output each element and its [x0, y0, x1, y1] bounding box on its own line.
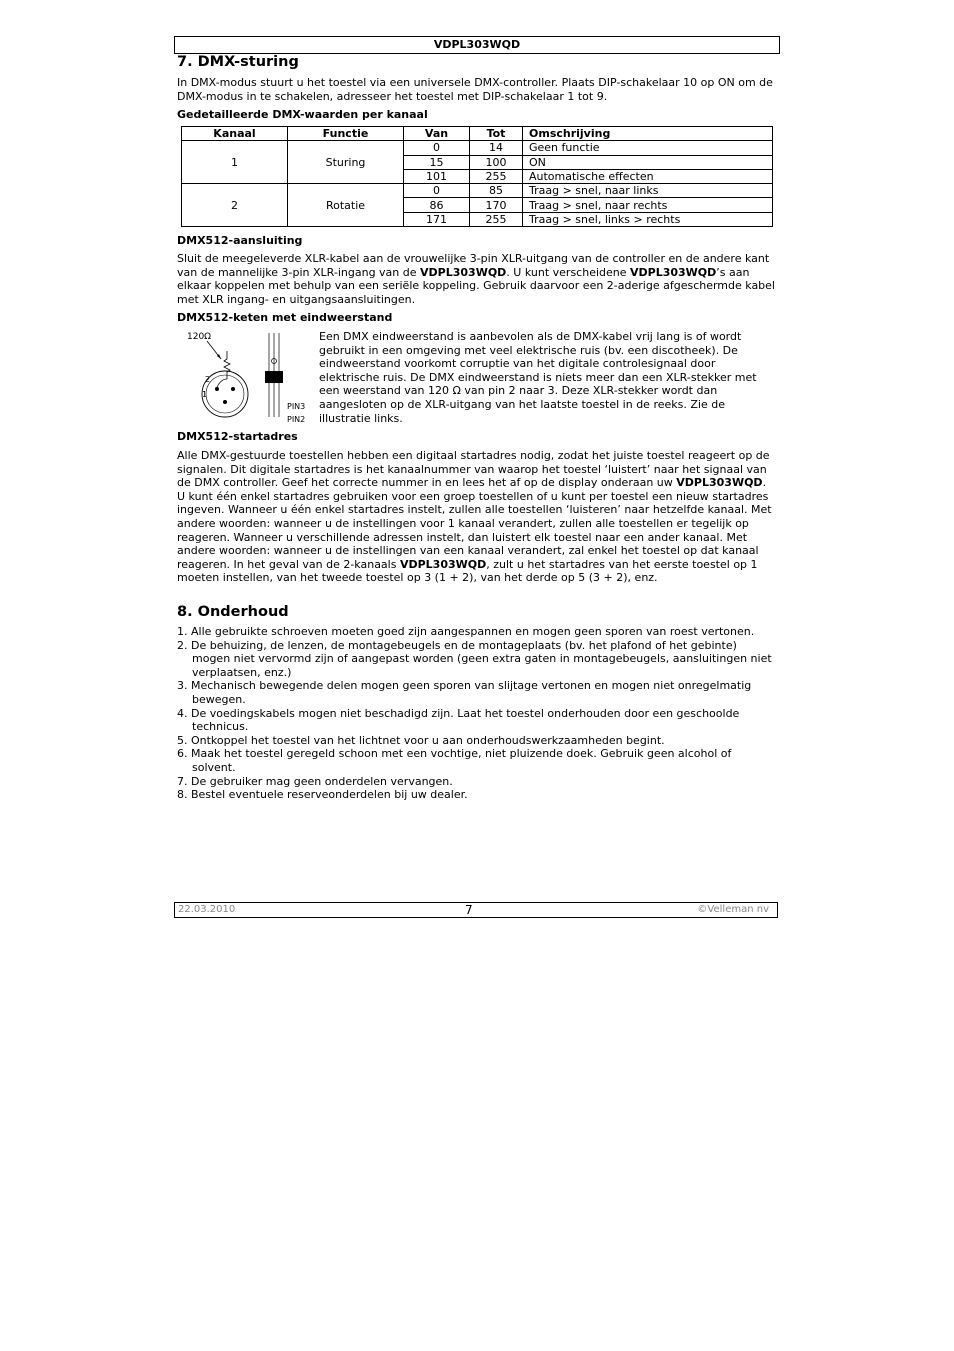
pin3-label: PIN3	[287, 402, 306, 411]
cell-kanaal: 2	[182, 184, 288, 227]
maintenance-list	[177, 625, 775, 802]
aansluiting-part-1: Sluit de meegeleverde XLR-kabel aan de vrouwelijke 3-pin XLR-uitgang van de controller en de andere kant van de mannelijke 3-pin XLR-ingang van de	[177, 252, 770, 279]
footer-date: 22.03.2010	[178, 904, 236, 915]
cell-functie: Rotatie	[288, 184, 404, 227]
section-7-title: 7. DMX-sturing	[177, 54, 299, 70]
table-row	[182, 184, 773, 198]
cell-kanaal: 1	[182, 141, 288, 184]
model-name: VDPL303WQD	[420, 265, 507, 279]
model-name: VDPL303WQD	[630, 265, 717, 279]
cell-omschrijving: Geen functie	[523, 141, 773, 155]
th-tot: Tot	[470, 127, 523, 141]
cell-omschrijving: Automatische effecten	[523, 169, 773, 183]
page-header	[174, 36, 780, 54]
section-8-title: 8. Onderhoud	[177, 604, 289, 620]
pin1-number: 1	[202, 390, 208, 399]
cell-tot: 170	[470, 198, 523, 212]
list-item: 6. Maak het toestel geregeld schoon met een vochtige, niet pluizende doek. Gebruik geen alcohol of solvent.	[177, 747, 732, 774]
th-omschrijving: Omschrijving	[523, 127, 773, 141]
cell-van: 86	[404, 198, 470, 212]
cell-van: 0	[404, 141, 470, 155]
list-item: 1. Alle gebruikte schroeven moeten goed zijn aangespannen en mogen geen sporen van roest vertonen.	[177, 625, 755, 638]
aansluiting-text	[177, 252, 775, 306]
cell-omschrijving: Traag > snel, naar links	[523, 184, 773, 198]
table-header-row	[182, 127, 773, 141]
startadres-text	[177, 449, 775, 585]
list-item: 7. De gebruiker mag geen onderdelen vervangen.	[177, 774, 453, 788]
table-title: Gedetailleerde DMX-waarden per kanaal	[177, 108, 428, 121]
keten-text: Een DMX eindweerstand is aanbevolen als de DMX-kabel vrij lang is of wordt gebruikt in een omgeving met veel elektrische ruis (bv. een discotheek). De eindweerstand voorkomt corruptie van het digitale controlesignaal door elektrische ruis. De DMX eindweerstand is niets meer dan een XLR-stekker met een weerstand van 120 Ω van pin 2 naar 3. Deze XLR-stekker wordt dan aangesloten op de XLR-uitgang van het laatste toestel in de reeks. Zie de illustratie links.	[319, 330, 757, 425]
keten-title: DMX512-keten met eindweerstand	[177, 311, 393, 324]
model-name: VDPL303WQD	[399, 557, 487, 571]
cell-omschrijving: Traag > snel, links > rechts	[523, 212, 773, 226]
pin2-label: PIN2	[287, 415, 306, 424]
startadres-part-1: Alle DMX-gestuurde toestellen hebben een digitaal startadres nodig, zodat het juiste toestel reageert op de signalen. Dit digitale startadres is het kanaalnummer van waarop het toestel ‘luistert’ naar het signaal van de DMX controller. Geef het correcte nummer in en lees het af op de display onderaan uw	[177, 449, 770, 490]
list-item: 2. De behuizing, de lenzen, de montagebeugels en de montageplaats (bv. het plafond of het gebinte) mogen niet vervormd zijn of aangepast worden (geen extra gaten in montagebeugels, aansluitingen niet verplaatsen, enz.)	[177, 638, 772, 679]
cell-van: 0	[404, 184, 470, 198]
th-functie: Functie	[288, 127, 404, 141]
page-footer	[174, 902, 778, 918]
footer-copyright: ©Velleman nv	[697, 904, 769, 915]
cell-tot: 85	[470, 184, 523, 198]
cell-van: 171	[404, 212, 470, 226]
page-number: 7	[465, 903, 473, 917]
startadres-part-2: . U kunt één enkel startadres gebruiken voor een groep toestellen of u kunt per toestel een nieuw startadres ingeven. Wanneer u één enkel startadres instelt, zullen alle toestellen ‘luisteren’ naar hetzelfde kanaal. Met andere woorden: wanneer u de instellingen voor 1 kanaal verandert, zullen alle toestellen er tegelijk op reageren. Wanneer u verschillende adressen instelt, dan luistert elk toestel naar een ander kanaal. Met andere woorden: wanneer u de instellingen van een kanaal verandert, zal enkel het toestel op dat kanaal reageren. In het geval van de 2-kanaals	[177, 476, 772, 571]
cell-tot: 255	[470, 212, 523, 226]
cell-tot: 100	[470, 155, 523, 169]
aansluiting-part-3: ’s aan elkaar koppelen met behulp van een seriële koppeling. Gebruik daarvoor een 2-aderige afgeschermde kabel met XLR ingang- en uitgangsaansluitingen.	[177, 265, 775, 306]
pin2-number: 2	[205, 375, 211, 384]
list-item: 3. Mechanisch bewegende delen mogen geen sporen van slijtage vertonen en mogen niet onregelmatig bewegen.	[177, 679, 752, 706]
aansluiting-title: DMX512-aansluiting	[177, 234, 303, 247]
th-kanaal: Kanaal	[182, 127, 288, 141]
startadres-part-3: , zult u het startadres van het eerste toestel op 1 moeten instellen, van het tweede toestel op 3 (1 + 2), van het derde op 5 (3 + 2), enz.	[177, 557, 758, 585]
cell-tot: 255	[470, 169, 523, 183]
cell-tot: 14	[470, 141, 523, 155]
dmx-values-table	[181, 126, 773, 227]
cell-omschrijving: ON	[523, 155, 773, 169]
startadres-title: DMX512-startadres	[177, 430, 298, 443]
model-name: VDPL303WQD	[676, 476, 763, 490]
section-7-intro: In DMX-modus stuurt u het toestel via een universele DMX-controller. Plaats DIP-schakelaar 10 op ON om de DMX-modus in te schakelen, adresseer het toestel met DIP-schakelaar 1 tot 9.	[177, 76, 773, 103]
aansluiting-part-2: . U kunt verscheidene	[506, 265, 630, 279]
cell-van: 101	[404, 169, 470, 183]
list-item: 5. Ontkoppel het toestel van het lichtnet voor u aan onderhoudswerkzaamheden begint.	[177, 733, 665, 747]
cell-van: 15	[404, 155, 470, 169]
xlr-diagram	[181, 329, 311, 427]
list-item: 8. Bestel eventuele reserveonderdelen bij uw dealer.	[177, 788, 468, 802]
cell-functie: Sturing	[288, 141, 404, 184]
cell-omschrijving: Traag > snel, naar rechts	[523, 198, 773, 212]
header-model: VDPL303WQD	[433, 38, 521, 51]
th-van: Van	[404, 127, 470, 141]
resistor-label: 120Ω	[187, 332, 212, 342]
list-item: 4. De voedingskabels mogen niet beschadigd zijn. Laat het toestel onderhouden door een geschoolde technicus.	[177, 706, 740, 734]
table-row	[182, 141, 773, 155]
xlr-terminator-illustration	[181, 329, 311, 427]
